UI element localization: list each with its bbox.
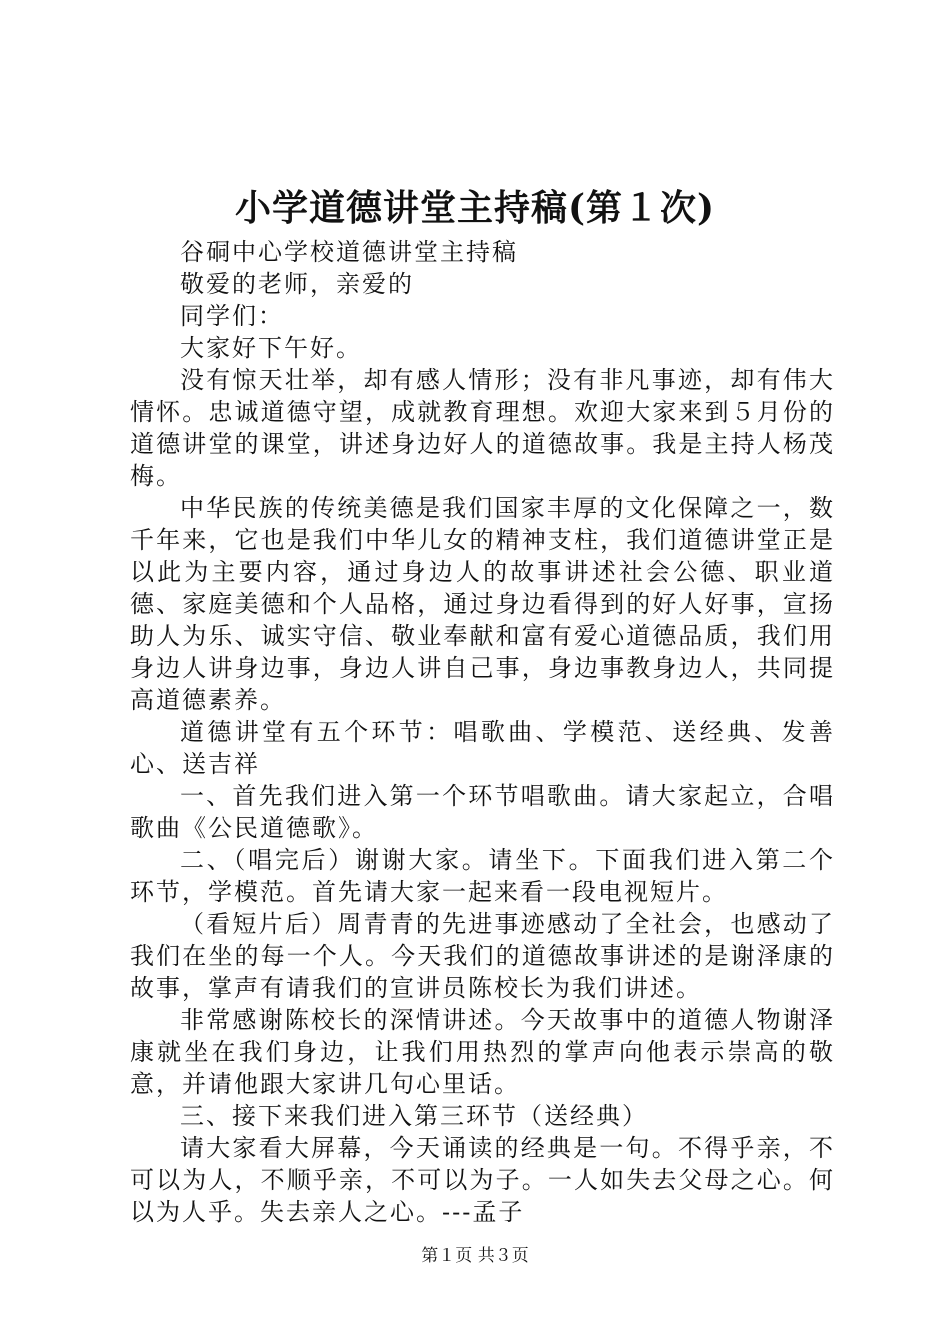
paragraph-classic-reading: 请大家看大屏幕，今天诵读的经典是一句。不得乎亲，不可以为人，不顺乎亲，不可以为子。一人如失去父母之心。何以为人乎。失去亲人之心。---孟子 <box>130 1134 835 1226</box>
document-title: 小学道德讲堂主持稿(第１次) <box>234 187 716 229</box>
paragraph-opening: 没有惊天壮举，却有感人情形；没有非凡事迹，却有伟大情怀。忠诚道德守望，成就教育理想。欢迎大家来到５月份的道德讲堂的课堂，讲述身边好人的道德故事。我是主持人杨茂梅。 <box>130 366 835 490</box>
paragraph-greeting-students: 同学们： <box>180 302 284 330</box>
document-body <box>130 236 835 1228</box>
paragraph-after-video: （看短片后）周青青的先进事迹感动了全社会，也感动了我们在坐的每一个人。今天我们的道德故事讲述的是谢泽康的故事，掌声有请我们的宣讲员陈校长为我们讲述。 <box>130 910 835 1002</box>
paragraph-traditional-virtues: 中华民族的传统美德是我们国家丰厚的文化保障之一，数千年来，它也是我们中华儿女的精神支柱，我们道德讲堂正是以此为主要内容，通过身边人的故事讲述社会公德、职业道德、家庭美德和个人品格，通过身边看得到的好人好事，宣扬助人为乐、诚实守信、敬业奉献和富有爱心道德品质，我们用身边人讲身边事，身边人讲自己事，身边事教身边人，共同提高道德素养。 <box>130 494 835 714</box>
paragraph-thanks-principal: 非常感谢陈校长的深情讲述。今天故事中的道德人物谢泽康就坐在我们身边，让我们用热烈的掌声向他表示崇高的敬意，并请他跟大家讲几句心里话。 <box>130 1006 835 1098</box>
paragraph-good-afternoon: 大家好下午好。 <box>180 334 362 362</box>
paragraph-section-two: 二、（唱完后）谢谢大家。请坐下。下面我们进入第二个环节，学模范。首先请大家一起来看一段电视短片。 <box>130 846 835 906</box>
paragraph-greeting-teachers: 敬爱的老师，亲爱的 <box>180 270 414 298</box>
paragraph-five-sections: 道德讲堂有五个环节：唱歌曲、学模范、送经典、发善心、送吉祥 <box>130 718 835 778</box>
paragraph-section-one: 一、首先我们进入第一个环节唱歌曲。请大家起立，合唱歌曲《公民道德歌》。 <box>130 782 835 842</box>
paragraph-section-three: 三、接下来我们进入第三环节（送经典） <box>180 1102 648 1130</box>
paragraph-school-heading: 谷硐中心学校道德讲堂主持稿 <box>180 238 518 266</box>
page-footer: 第１页 共３页 <box>421 1246 529 1266</box>
